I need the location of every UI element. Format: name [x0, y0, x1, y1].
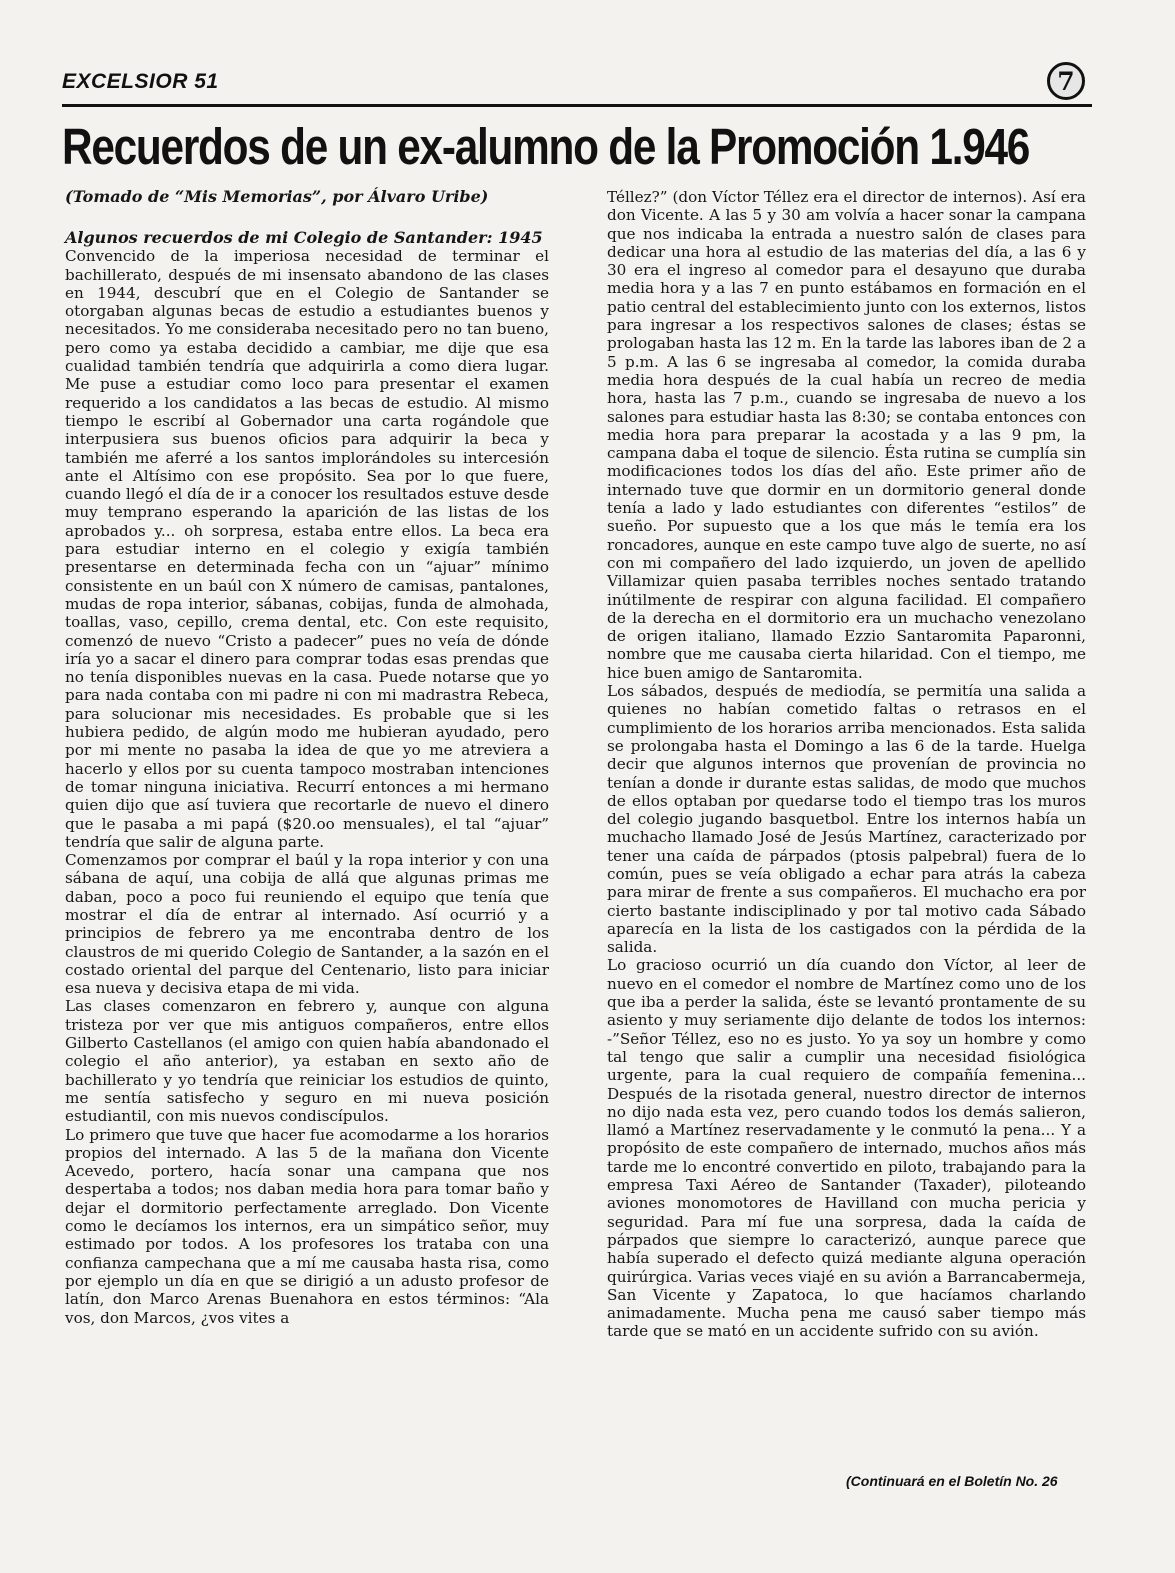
article-title: Recuerdos de un ex-alumno de la Promoción 1.946: [62, 118, 1030, 175]
header-rule: [62, 104, 1092, 107]
paragraph: Las clases comenzaron en febrero y, aunque con alguna tristeza por ver que mis antiguos compañeros, entre ellos Gilberto Castellanos (el amigo con quien había abandonado el colegio el año anterior), ya estaban en sexto año de bachillerato y yo tendría que reiniciar los estudios de quinto, me sentía satisfecho y seguro en mi nueva posición estudiantil, con mis nuevos condiscípulos.: [65, 997, 549, 1126]
page-number-badge: 7: [1047, 62, 1085, 100]
masthead: EXCELSIOR 51: [62, 70, 219, 93]
article-column-left: [65, 188, 549, 1327]
paragraph: Comenzamos por comprar el baúl y la ropa interior y con una sábana de aquí, una cobija de allá que algunas primas me daban, poco a poco fui reuniendo el equipo que tenía que mostrar el día de entrar al internado. Así ocurrió y a principios de febrero ya me encontraba dentro de los claustros de mi querido Colegio de Santander, a la sazón en el costado oriental del parque del Centenario, listo para iniciar esa nueva y decisiva etapa de mi vida.: [65, 851, 549, 998]
paragraph: Lo primero que tuve que hacer fue acomodarme a los horarios propios del internado. A las 5 de la mañana don Vicente Acevedo, portero, hacía sonar una campana que nos despertaba a todos; nos daban media hora para tomar baño y dejar el dormitorio perfectamente arreglado. Don Vicente como le decíamos los internos, era un simpático señor, muy estimado por todos. A los profesores los trataba con una confianza campechana que a mí me causaba hasta risa, como por ejemplo un día en que se dirigió a un adusto profesor de latín, don Marco Arenas Buenahora en estos términos: “Ala vos, don Marcos, ¿vos vites a: [65, 1125, 549, 1327]
paragraph: Convencido de la imperiosa necesidad de terminar el bachillerato, después de mi insensato abandono de las clases en 1944, descubrí que en el Colegio de Santander se otorgaban algunas becas de estudio a estudiantes buenos y necesitados. Yo me consideraba necesitado pero no tan bueno, pero como ya estaba decidido a cambiar, me dije que esa cualidad también tendría que adquirirla a como diera lugar. Me puse a estudiar como loco para presentar el examen requerido a los candidatos a las becas de estudio. Al mismo tiempo le escribí al Gobernador una carta rogándole que interpusiera sus buenos oficios para adquirir la beca y también me aferré a los santos implorándoles su intercesión ante el Altísimo con ese propósito. Sea por lo que fuere, cuando llegó el día de ir a conocer los resultados estuve desde muy temprano esperando la aparición de las listas de los aprobados y... oh sorpresa, estaba entre ellos. La beca era para estudiar interno en el colegio y exigía también presentarse en determinada fecha con un “ajuar” mínimo consistente en un baúl con X número de camisas, pantalones, mudas de ropa interior, sábanas, cobijas, funda de almohada, toallas, vaso, cepillo, crema dental, etc. Con este requisito, comenzó de nuevo “Cristo a padecer” pues no veía de dónde iría yo a sacar el dinero para comprar todas esas prendas que no tenía disponibles nuevas en la casa. Puede notarse que yo para nada contaba con mi padre ni con mi madrastra Rebeca, para solucionar mis necesidades. Es probable que si les hubiera pedido, de algún modo me hubieran ayudado, pero por mi mente no pasaba la idea de que yo me atreviera a hacerlo y ellos por su cuenta tampoco mostraban intenciones de tomar ninguna iniciativa. Recurrí entonces a mi hermano quien dijo que así tuviera que recortarle de nuevo el dinero que le pasaba a mi papá ($20.oo mensuales), el tal “ajuar” tendría que salir de alguna parte.: [65, 247, 549, 851]
article-source: (Tomado de “Mis Memorias”, por Álvaro Uribe): [65, 187, 489, 206]
article-subhead: Algunos recuerdos de mi Colegio de Santander: 1945: [65, 228, 543, 248]
paragraph: Lo gracioso ocurrió un día cuando don Víctor, al leer de nuevo en el comedor el nombre de Martínez como uno de los que iba a perder la salida, éste se levantó prontamente de su asiento y muy seriamente dijo delante de todos los internos: -”Señor Téllez, eso no es justo. Yo ya soy un hombre y como tal tengo que salir a cumplir una necesidad fisiológica urgente, para la cual requiero de compañía femenina... Después de la risotada general, nuestro director de internos no dijo nada esta vez, pero cuando todos los demás salieron, llamó a Martínez reservadamente y le conmutó la pena... Y a propósito de este compañero de internado, muchos años más tarde me lo encontré convertido en piloto, trabajando para la empresa Taxi Aéreo de Santander (Taxader), piloteando aviones monomotores de Havilland con mucha pericia y seguridad. Para mí fue una sorpresa, dada la caída de párpados que siempre lo caracterizó, aunque parece que había superado el defecto quizá mediante alguna operación quirúrgica. Varias veces viajé en su avión a Barrancabermeja, San Vicente y Zapatoca, lo que hacíamos charlando animadamente. Mucha pena me causó saber tiempo más tarde que se mató en un accidente sufrido con su avión.: [607, 956, 1086, 1341]
article-column-right: [607, 188, 1086, 1341]
paragraph: Los sábados, después de mediodía, se permitía una salida a quienes no habían cometido faltas o retrasos en el cumplimiento de los horarios arriba mencionados. Esta salida se prolongaba hasta el Domingo a las 6 de la tarde. Huelga decir que algunos internos que provenían de provincia no tenían a donde ir durante estas salidas, de modo que muchos de ellos optaban por quedarse todo el tiempo tras los muros del colegio jugando basquetbol. Entre los internos había un muchacho llamado José de Jesús Martínez, caracterizado por tener una caída de párpados (ptosis palpebral) fuera de lo común, pues se veía obligado a echar para atrás la cabeza para mirar de frente a sus compañeros. El muchacho era por cierto bastante indisciplinado y por tal motivo cada Sábado aparecía en la lista de los castigados con la pérdida de la salida.: [607, 682, 1086, 957]
continuation-note: (Continuará en el Boletín No. 26: [846, 1473, 1058, 1489]
paragraph: Téllez?” (don Víctor Téllez era el director de internos). Así era don Vicente. A las 5 y 30 am volvía a hacer sonar la campana que nos indicaba la entrada a nuestro salón de clases para dedicar una hora al estudio de las materias del día, a las 6 y 30 era el ingreso al comedor para el desayuno que duraba media hora y a las 7 en punto estábamos en formación en el patio central del establecimiento junto con los externos, listos para ingresar a los respectivos salones de clases; éstas se prologaban hasta las 12 m. En la tarde las labores iban de 2 a 5 p.m. A las 6 se ingresaba al comedor, la comida duraba media hora después de la cual había un recreo de media hora, hasta las 7 p.m., cuando se ingresaba de nuevo a los salones para estudiar hasta las 8:30; se contaba entonces con media hora para preparar la acostada y a las 9 pm, la campana daba el toque de silencio. Ésta rutina se cumplía sin modificaciones todos los días del año. Este primer año de internado tuve que dormir en un dormitorio general donde tenía a lado y lado estudiantes con diferentes “estilos” de sueño. Por supuesto que a los que más le temía era los roncadores, aunque en este campo tuve algo de suerte, no así con mi compañero del lado izquierdo, un joven de apellido Villamizar quien pasaba terribles noches sentado tratando inútilmente de respirar con alguna facilidad. El compañero de la derecha en el dormitorio era un muchacho venezolano de origen italiano, llamado Ezzio Santaromita Paparonni, nombre que me causaba cierta hilaridad. Con el tiempo, me hice buen amigo de Santaromita.: [607, 188, 1086, 682]
